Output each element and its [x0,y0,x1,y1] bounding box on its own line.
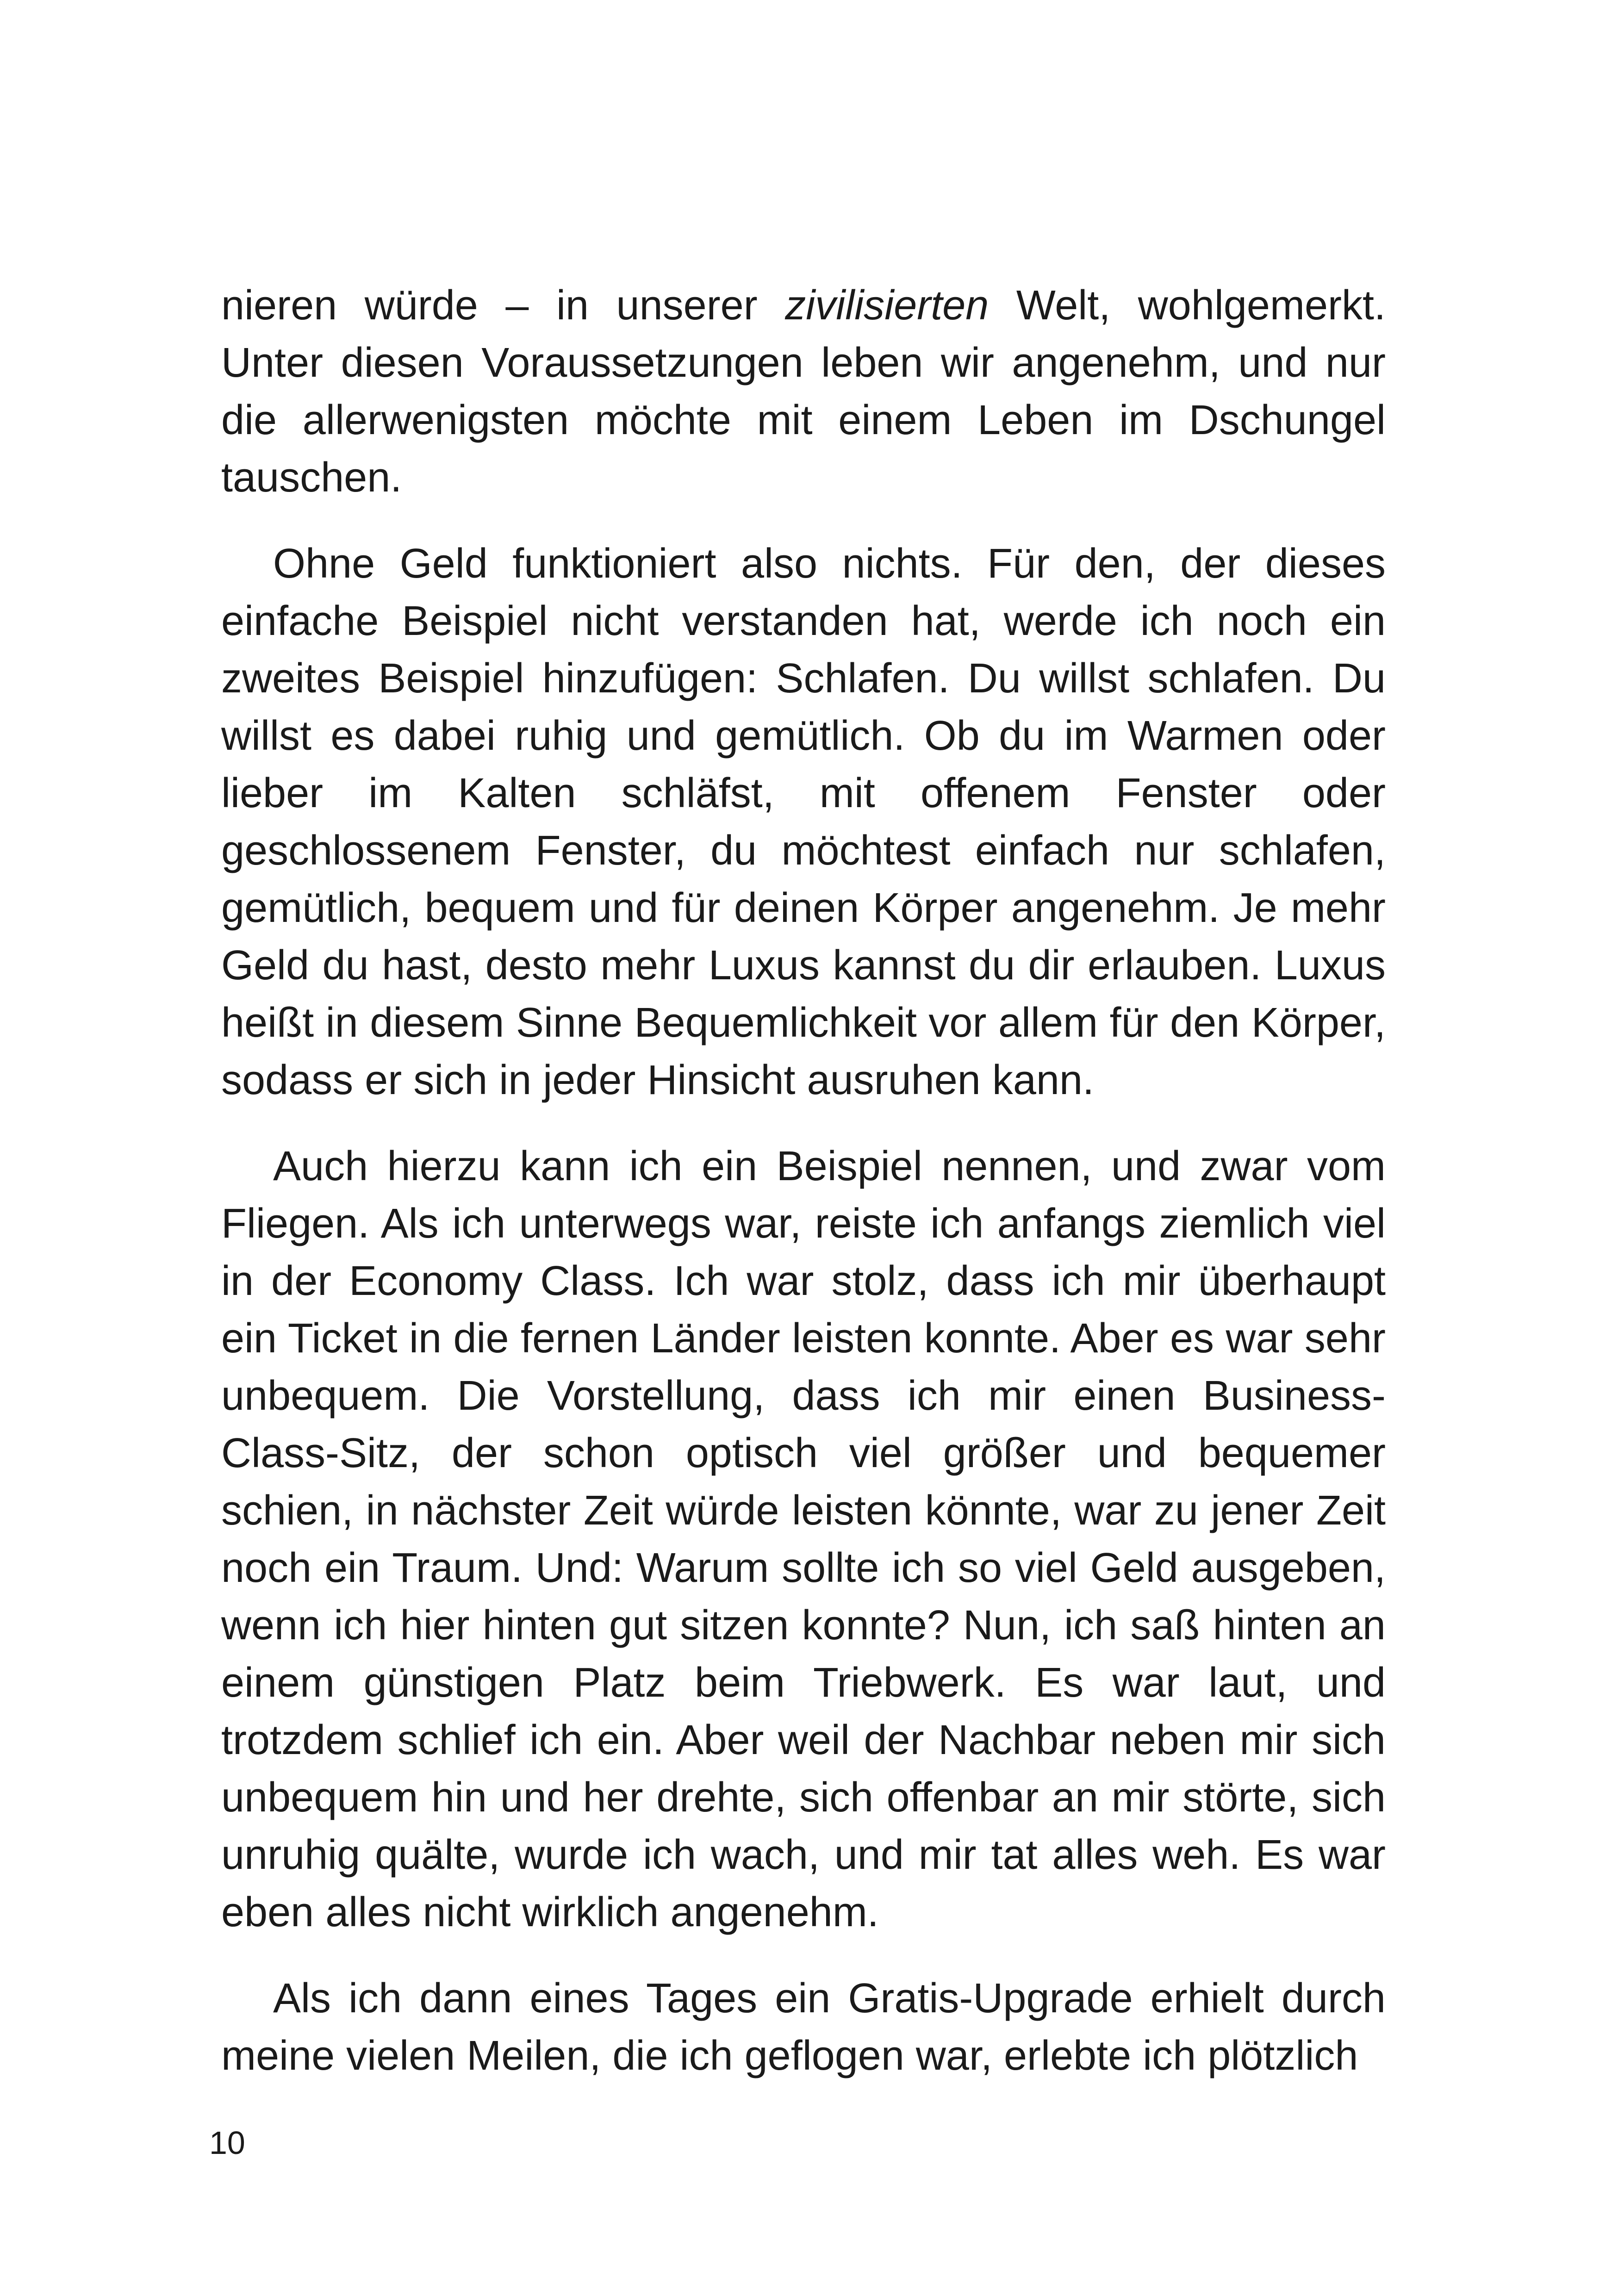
paragraph-1-text-start: nieren würde – in unserer [221,282,785,329]
paragraph-3: Auch hierzu kann ich ein Beispiel nennen, und zwar vom Fliegen. Als ich unterwegs war, reiste ich anfangs ziemlich viel in der Economy Class. Ich war stolz, dass ich mir überhaupt ein Ticket in die fernen Länder leisten konnte. Aber es war sehr unbequem. Die Vorstellung, dass ich mir einen Business-Class-Sitz, der schon optisch viel größer und bequemer schien, in nächster Zeit würde leisten könnte, war zu jener Zeit noch ein Traum. Und: Warum sollte ich so viel Geld ausgeben, wenn ich hier hinten gut sitzen konnte? Nun, ich saß hinten an einem günstigen Platz beim Triebwerk. Es war laut, und trotzdem schlief ich ein. Aber weil der Nachbar neben mir sich unbequem hin und her drehte, sich offenbar an mir störte, sich unruhig quälte, wurde ich wach, und mir tat alles weh. Es war eben alles nicht wirklich angenehm. [221,1143,1386,1935]
paragraph-4: Als ich dann eines Tages ein Gratis-Upgrade erhielt durch meine vielen Meilen, die ich geflogen war, erlebte ich plötzlich [221,1975,1386,2079]
paragraph-2: Ohne Geld funktioniert also nichts. Für den, der dieses einfache Beispiel nicht verstanden hat, werde ich noch ein zweites Beispiel hinzufügen: Schlafen. Du willst schlafen. Du willst es dabei ruhig und gemütlich. Ob du im Warmen oder lieber im Kalten schläfst, mit offenem Fenster oder geschlossenem Fenster, du möchtest einfach nur schlafen, gemütlich, bequem und für deinen Körper angenehm. Je mehr Geld du hast, desto mehr Luxus kannst du dir erlauben. Luxus heißt in diesem Sinne Bequemlichkeit vor allem für den Körper, sodass er sich in jeder Hinsicht ausruhen kann. [221,541,1386,1103]
paragraph-1-emphasis: zivilisierten [785,282,989,329]
paragraph-1-text-end: Welt, wohlgemerkt. Unter diesen Voraussetzungen leben wir angenehm, und nur die allerwenigsten möchte mit einem Leben im Dschungel tauschen. [221,282,1386,501]
page-body [221,277,1386,2113]
page-number: 10 [209,2125,245,2161]
paragraph-1 [221,277,1386,506]
